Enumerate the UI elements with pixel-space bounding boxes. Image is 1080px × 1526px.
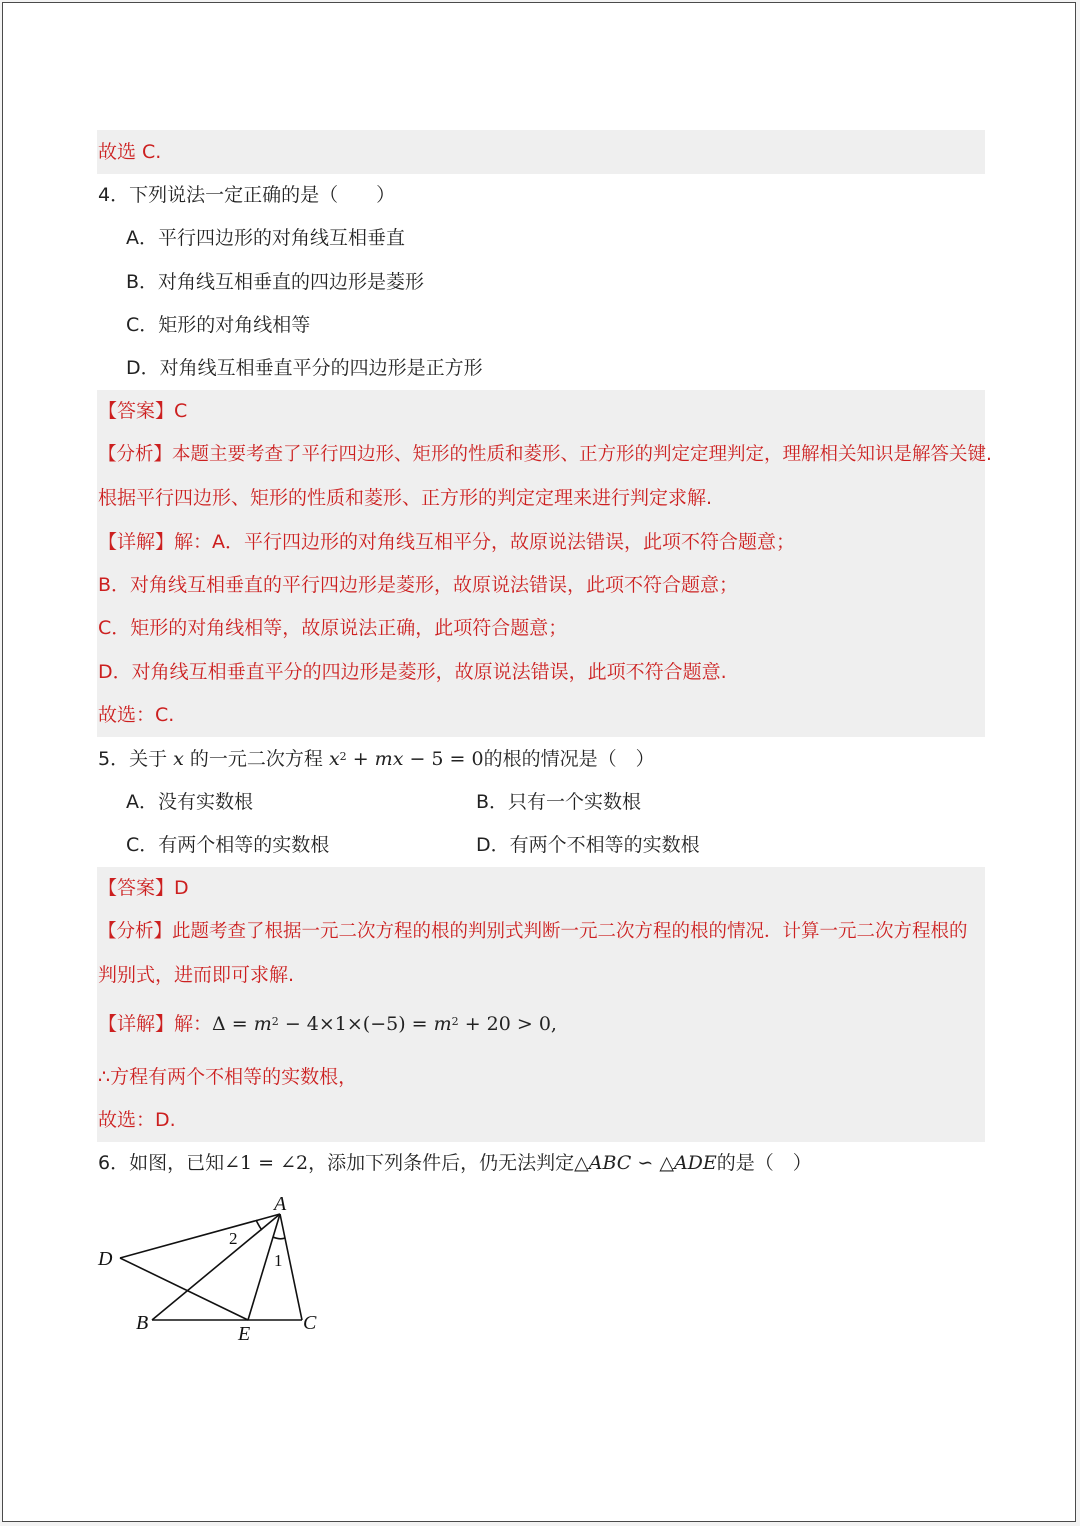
q4-detail-line1: 【详解】解：A．平行四边形的对角线互相平分，故原说法错误，此项不符合题意；: [98, 531, 795, 553]
label-angle-2: 2: [229, 1229, 238, 1248]
q4-conclusion: 故选：C.: [98, 704, 175, 726]
q4-stem: 4．下列说法一定正确的是（ ）: [98, 184, 396, 206]
q5-option-a: A．没有实数根: [126, 791, 253, 813]
angle-1-arc: [273, 1237, 285, 1239]
label-c: C: [303, 1312, 317, 1334]
q6-stem-post: 的是（ ）: [716, 1152, 812, 1174]
q4-analysis-line1: 【分析】本题主要考查了平行四边形、矩形的性质和菱形、正方形的判定定理判定，理解相关知识是解答关键.: [98, 444, 992, 465]
q4-option-c: C．矩形的对角线相等: [126, 314, 311, 336]
q5-equation: $x^2$ + mx − 5 = 0: [328, 748, 484, 770]
q5-stem-pre: 5．关于: [98, 748, 174, 770]
q4-detail-line3: C．矩形的对角线相等，故原说法正确，此项符合题意；: [98, 617, 568, 639]
q5-stem-post: 的根的情况是（ ）: [483, 748, 655, 770]
q4-answer: 【答案】C: [98, 400, 188, 422]
q5-analysis-line2: 判别式，进而即可求解.: [98, 964, 295, 986]
q4-detail-line4: D．对角线互相垂直平分的四边形是菱形，故原说法错误，此项不符合题意.: [98, 661, 727, 683]
q5-conclusion: 故选：D.: [98, 1109, 176, 1131]
q4-analysis-line2: 根据平行四边形、矩形的性质和菱形、正方形的判定定理来进行判定求解.: [98, 487, 713, 509]
q5-solution-block: [97, 867, 985, 1142]
segment-ac: [280, 1214, 302, 1320]
label-angle-1: 1: [274, 1251, 283, 1270]
triangle-figure: [96, 1192, 336, 1352]
q4-detail-line2: B．对角线互相垂直的平行四边形是菱形，故原说法错误，此项不符合题意；: [98, 574, 739, 596]
label-d: D: [98, 1248, 113, 1270]
q5-detail-label: 【详解】解：: [98, 1013, 213, 1035]
q5-stem-mid: 的一元二次方程: [183, 748, 329, 770]
q5-analysis-line1: 【分析】此题考查了根据一元二次方程的根的判别式判断一元二次方程的根的情况．计算一元二次方程根的: [98, 921, 968, 942]
q5-stem-variable: x: [173, 748, 184, 770]
q5-answer: 【答案】D: [98, 877, 189, 899]
prev-solution-block: [97, 130, 985, 174]
q5-discriminant-formula: $\Delta = m^2 - 4\times 1\times(-5) = m^2 + 20 > 0$,: [212, 1013, 557, 1035]
q4-option-b: B．对角线互相垂直的四边形是菱形: [126, 271, 425, 293]
q6-similarity: △ABC ∽ △ADE: [574, 1152, 717, 1174]
q4-option-a: A．平行四边形的对角线互相垂直: [126, 227, 405, 249]
label-b: B: [136, 1312, 149, 1334]
q5-option-d: D．有两个不相等的实数根: [476, 834, 700, 856]
q5-option-c: C．有两个相等的实数根: [126, 834, 330, 856]
q5-detail: [98, 1012, 557, 1036]
segment-de: [120, 1258, 248, 1320]
label-e: E: [238, 1323, 251, 1345]
q6-stem-mid: ，添加下列条件后，仍无法判定: [308, 1152, 575, 1174]
q5-option-b: B．只有一个实数根: [476, 791, 642, 813]
q6-stem: [98, 1151, 812, 1175]
angle-2-arc: [256, 1220, 262, 1230]
q6-angle-condition: ∠1 = ∠2: [224, 1152, 309, 1174]
q5-stem: [98, 747, 655, 771]
q5-therefore: ∴方程有两个不相等的实数根，: [98, 1066, 358, 1088]
q6-stem-pre: 6．如图，已知: [98, 1152, 225, 1174]
prev-conclusion: 故选 C.: [98, 141, 162, 163]
label-a: A: [274, 1193, 287, 1215]
q4-option-d: D．对角线互相垂直平分的四边形是正方形: [126, 357, 483, 379]
